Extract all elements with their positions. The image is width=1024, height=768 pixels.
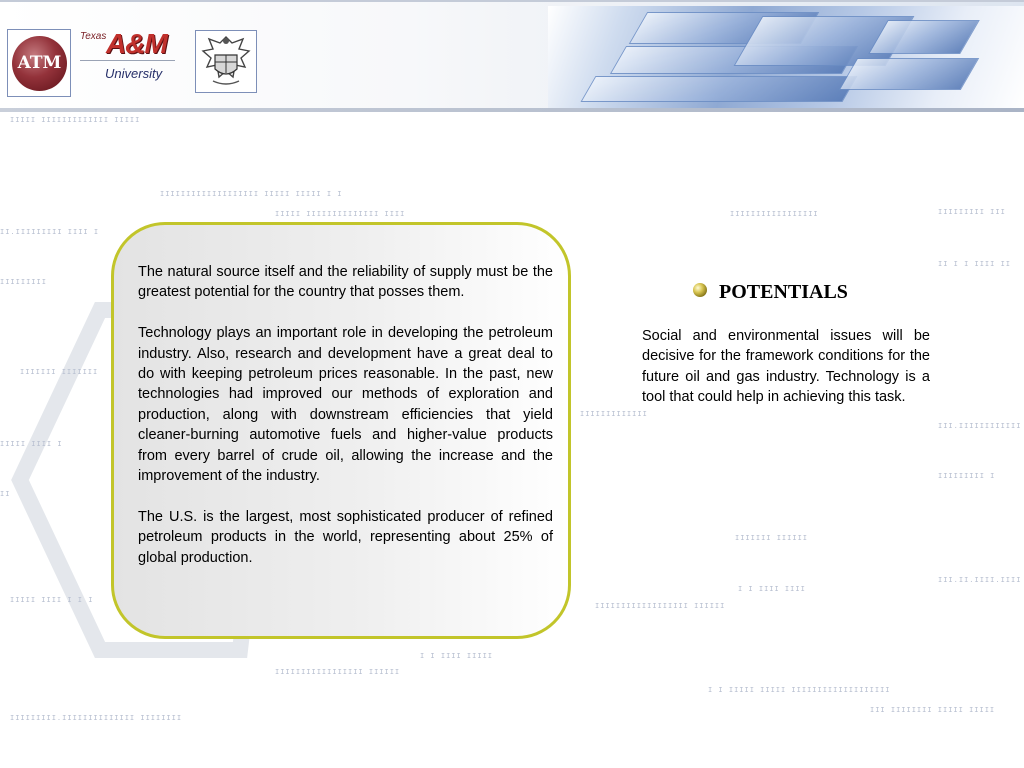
background-decoration: IIIIIIIIIIIIIIIII: [730, 210, 819, 218]
background-decoration: II: [0, 490, 11, 498]
background-decoration: IIIIIIIII III: [938, 208, 1006, 216]
background-decoration: III.IIIIIIIIIIII: [938, 422, 1022, 430]
background-decoration: IIIII IIII I: [0, 440, 63, 448]
background-decoration: II I I IIII II: [938, 260, 1012, 268]
background-decoration: IIIIIII IIIIII: [735, 534, 809, 542]
university-word: University: [105, 66, 163, 81]
background-decoration: II.IIIIIIIII IIII I: [0, 228, 100, 236]
texas-word: Texas: [80, 31, 107, 42]
background-decoration: IIIII IIIIIIIIIIIIII IIII: [275, 210, 406, 218]
background-decoration: IIIII IIIIIIIIIIIII IIIII: [10, 116, 141, 124]
background-decoration: IIIII IIII I I I: [10, 596, 94, 604]
background-decoration: III.II.IIII.IIII: [938, 576, 1022, 584]
atm-monogram: ATM: [12, 36, 67, 91]
potentials-heading: POTENTIALS: [719, 281, 848, 303]
paragraph-us-producer: The U.S. is the largest, most sophisticated producer of refined petroleum products in the world, representing about 25% of global production.: [138, 508, 553, 566]
header-divider: [0, 108, 1024, 112]
main-text-block: [138, 262, 553, 588]
olive-sphere-bullet-icon: [693, 283, 707, 297]
banner-metal-bars-image: [548, 6, 1024, 108]
background-decoration: IIIIIIIIIIIIIIIIIII IIIII IIIII I I: [160, 190, 343, 198]
paragraph-natural-source: The natural source itself and the reliability of supply must be the greatest potential for the country that posses them.: [138, 264, 553, 301]
background-decoration: I I IIIII IIIII IIIIIIIIIIIIIIIIIII: [708, 686, 891, 694]
am-word: A&M: [106, 28, 167, 59]
university-rule: [80, 60, 175, 61]
background-decoration: III IIIIIIII IIIII IIIII: [870, 706, 996, 714]
background-decoration: IIIIIII IIIIIII: [20, 368, 99, 376]
background-decoration: IIIIIIIII I: [938, 472, 996, 480]
background-decoration: I I IIII IIII: [738, 585, 806, 593]
potentials-body: Social and environmental issues will be decisive for the framework conditions for the future oil and gas industry. Technology is a tool that could help in achieving this task.: [642, 328, 930, 406]
header-banner: [0, 0, 1024, 112]
background-decoration: IIIIIIIIIIIII: [580, 410, 648, 418]
paragraph-technology: Technology plays an important role in developing the petroleum industry. Also, research and development have a great deal to do with keeping petroleum prices reasonable. In the past, new technologies had improved our methods of exploration and production, along with downstream efficiencies that yield cleaner-burning automotive fuels and higher-value products from every barrel of crude oil, allowing the increase and the improvement of the industry.: [138, 325, 553, 485]
background-decoration: IIIIIIIII: [0, 278, 47, 286]
background-decoration: I I IIII IIIII: [420, 652, 494, 660]
background-decoration: IIIIIIIIIIIIIIIIII IIIIII: [595, 602, 726, 610]
eagle-seal-icon: [195, 30, 257, 93]
atm-logo: [7, 29, 71, 97]
background-decoration: IIIIIIIIIIIIIIIII IIIIII: [275, 668, 401, 676]
background-decoration: IIIIIIIII.IIIIIIIIIIIIII IIIIIIII: [10, 714, 183, 722]
